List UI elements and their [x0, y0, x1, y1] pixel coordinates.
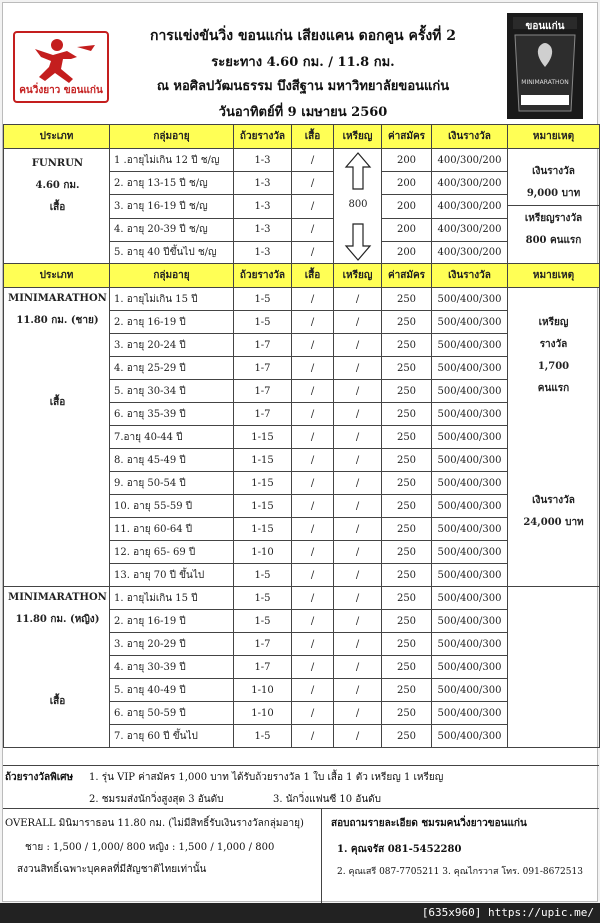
- cup-range: 1-5: [234, 564, 292, 587]
- age-group: 11. อายุ 60-64 ปี: [110, 518, 234, 541]
- prize-money: 500/400/300: [432, 380, 508, 403]
- cup-range: 1-5: [234, 587, 292, 610]
- age-group: 4. อายุ 30-39 ปี: [110, 656, 234, 679]
- col-prize: เงินรางวัล: [432, 264, 508, 288]
- prize-money: 500/400/300: [432, 357, 508, 380]
- col-age: กลุ่มอายุ: [110, 264, 234, 288]
- shirt-mark: /: [292, 403, 334, 426]
- cup-range: 1-7: [234, 656, 292, 679]
- prize-money: 500/400/300: [432, 472, 508, 495]
- col-cup: ถ้วยรางวัล: [234, 264, 292, 288]
- club-logo: [13, 31, 109, 103]
- age-group: 5. อายุ 40 ปีขึ้นไป ช/ญ: [110, 241, 234, 264]
- note-line: รางวัล: [539, 339, 568, 350]
- entry-fee: 200: [382, 218, 432, 241]
- date-line: วันอาทิตย์ที่ 9 เมษายน 2560: [218, 105, 388, 120]
- cup-range: 1-5: [234, 725, 292, 748]
- prize-money: 500/400/300: [432, 403, 508, 426]
- col-shirt: เสื้อ: [292, 125, 334, 149]
- note-line: เหรียญรางวัล: [524, 213, 583, 224]
- shirt-mark: /: [292, 725, 334, 748]
- age-group: 12. อายุ 65- 69 ปี: [110, 541, 234, 564]
- contact-2: 2. คุณเสรี 087-7705211 3. คุณไกรวาส โทร. 091-8672513: [337, 867, 583, 877]
- shirt-mark: /: [292, 311, 334, 334]
- funrun-type: FUNRUN: [31, 158, 84, 169]
- entry-fee: 250: [382, 587, 432, 610]
- age-group: 1. อายุไม่เกิน 15 ปี: [110, 587, 234, 610]
- entry-fee: 250: [382, 403, 432, 426]
- note-line: 1,700: [537, 361, 570, 372]
- cup-range: 1-15: [234, 449, 292, 472]
- prize-money: 500/400/300: [432, 495, 508, 518]
- col-cup: ถ้วยรางวัล: [234, 125, 292, 149]
- entry-fee: 250: [382, 311, 432, 334]
- medal-mark: /: [334, 633, 382, 656]
- age-group: 6. อายุ 35-39 ปี: [110, 403, 234, 426]
- poster-title: การแข่งขันวิ่ง ขอนแก่น เสียงแคน ดอกคูน ครั้งที่ 2: [149, 28, 457, 44]
- shirt-mark: /: [292, 218, 334, 241]
- prize-money: 500/400/300: [432, 564, 508, 587]
- shirt-mark: /: [292, 702, 334, 725]
- prize-money: 500/400/300: [432, 610, 508, 633]
- entry-fee: 250: [382, 610, 432, 633]
- shirt-mark: /: [292, 656, 334, 679]
- medal-mark: /: [334, 702, 382, 725]
- age-group: 5. อายุ 30-34 ปี: [110, 380, 234, 403]
- prize-money: 400/300/200: [432, 241, 508, 264]
- prize-money: 500/400/300: [432, 449, 508, 472]
- age-group: 2. อายุ 16-19 ปี: [110, 311, 234, 334]
- overall-line: OVERALL มินิมาราธอน 11.80 กม. (ไม่มีสิทธิ์รับเงินรางวัลกลุ่มอายุ): [5, 818, 304, 829]
- type-line: 11.80 กม. (ชาย): [16, 315, 99, 326]
- medal-mark: /: [334, 311, 382, 334]
- overall-prizes: ชาย : 1,500 / 1,000/ 800 หญิง : 1,500 / 1,000 / 800: [25, 842, 275, 853]
- medal-mark: /: [334, 564, 382, 587]
- col-note: หมายเหตุ: [508, 264, 600, 288]
- prize-money: 500/400/300: [432, 702, 508, 725]
- header-row: [4, 264, 600, 288]
- medal-mark: /: [334, 288, 382, 311]
- age-group: 9. อายุ 50-54 ปี: [110, 472, 234, 495]
- age-group: 5. อายุ 40-49 ปี: [110, 679, 234, 702]
- col-fee: ค่าสมัคร: [382, 264, 432, 288]
- prize-money: 500/400/300: [432, 587, 508, 610]
- age-group: 13. อายุ 70 ปี ขึ้นไป: [110, 564, 234, 587]
- note-line: เหรียญ: [538, 317, 569, 328]
- watermark-bar: [635x960] https://upic.me/: [0, 903, 600, 923]
- cup-range: 1-10: [234, 702, 292, 725]
- type-line: MINIMARATHON: [8, 592, 107, 603]
- type-line: 11.80 กม. (หญิง): [15, 614, 100, 625]
- shirt-mark: /: [292, 610, 334, 633]
- prize-money: 500/400/300: [432, 311, 508, 334]
- cup-range: 1-3: [234, 241, 292, 264]
- prize-money: 500/400/300: [432, 334, 508, 357]
- note-line: เงินรางวัล: [532, 495, 575, 506]
- medal-mark: /: [334, 403, 382, 426]
- entry-fee: 250: [382, 725, 432, 748]
- prize-money: 400/300/200: [432, 149, 508, 172]
- entry-fee: 250: [382, 656, 432, 679]
- medal-mark: /: [334, 380, 382, 403]
- note-line: 9,000 บาท: [526, 188, 581, 199]
- shirt-mark: /: [292, 679, 334, 702]
- entry-fee: 250: [382, 357, 432, 380]
- cup-range: 1-7: [234, 334, 292, 357]
- age-group: 3. อายุ 20-29 ปี: [110, 633, 234, 656]
- contact-1: 1. คุณจรัส 081-5452280: [337, 844, 462, 855]
- mini_male-note-cell: [508, 288, 600, 587]
- col-note: หมายเหตุ: [508, 125, 600, 149]
- entry-fee: 250: [382, 564, 432, 587]
- shirt-mark: /: [292, 172, 334, 195]
- shirt-mark: /: [292, 564, 334, 587]
- overall-note: สงวนสิทธิ์เฉพาะบุคคลที่มีสัญชาติไทยเท่านั้น: [17, 864, 207, 875]
- entry-fee: 250: [382, 426, 432, 449]
- special-3: 3. นักวิ่งแฟนซี 10 อันดับ: [273, 794, 382, 805]
- shirt-mark: /: [292, 334, 334, 357]
- arrow-down-icon: [346, 224, 370, 260]
- shirt-mark: /: [292, 518, 334, 541]
- prize-money: 500/400/300: [432, 518, 508, 541]
- prize-money: 500/400/300: [432, 541, 508, 564]
- entry-fee: 250: [382, 541, 432, 564]
- medal-mark: /: [334, 518, 382, 541]
- event-logo: [505, 11, 585, 121]
- col-type: ประเภท: [4, 125, 110, 149]
- entry-fee: 250: [382, 518, 432, 541]
- entry-fee: 250: [382, 380, 432, 403]
- col-prize: เงินรางวัล: [432, 125, 508, 149]
- prize-money: 400/300/200: [432, 218, 508, 241]
- age-group: 2. อายุ 16-19 ปี: [110, 610, 234, 633]
- age-group: 7.อายุ 40-44 ปี: [110, 426, 234, 449]
- cup-range: 1-15: [234, 518, 292, 541]
- mini_male-type-cell: [4, 288, 110, 587]
- cup-range: 1-10: [234, 541, 292, 564]
- table-row: [4, 288, 600, 311]
- cup-range: 1-7: [234, 357, 292, 380]
- entry-fee: 250: [382, 472, 432, 495]
- shirt-mark: /: [292, 633, 334, 656]
- funrun-note-cell: [508, 149, 600, 265]
- shirt-mark: /: [292, 495, 334, 518]
- medal-mark: /: [334, 495, 382, 518]
- type-line: MINIMARATHON: [8, 293, 107, 304]
- medal-mark: /: [334, 426, 382, 449]
- funrun-medal-count: 800: [348, 199, 368, 210]
- medal-mark: /: [334, 725, 382, 748]
- age-group: 1 .อายุไม่เกิน 12 ปี ช/ญ: [110, 149, 234, 172]
- poster-header: [3, 3, 599, 123]
- prize-money: 500/400/300: [432, 426, 508, 449]
- event-logo-title: ขอนแก่น: [525, 21, 565, 32]
- cup-range: 1-5: [234, 311, 292, 334]
- cup-range: 1-7: [234, 380, 292, 403]
- age-group: 1. อายุไม่เกิน 15 ปี: [110, 288, 234, 311]
- entry-fee: 250: [382, 449, 432, 472]
- entry-fee: 200: [382, 172, 432, 195]
- shirt-mark: /: [292, 149, 334, 172]
- cup-range: 1-7: [234, 403, 292, 426]
- event-logo-sub: MINIMARATHON: [521, 79, 569, 86]
- shirt-mark: /: [292, 426, 334, 449]
- shirt-mark: /: [292, 241, 334, 264]
- shirt-mark: /: [292, 472, 334, 495]
- poster-sheet: [2, 2, 598, 902]
- age-group: 8. อายุ 45-49 ปี: [110, 449, 234, 472]
- distance-line: ระยะทาง 4.60 กม. / 11.8 กม.: [211, 55, 395, 70]
- age-group: 10. อายุ 55-59 ปี: [110, 495, 234, 518]
- special-title: ถ้วยรางวัลพิเศษ: [5, 772, 74, 783]
- medal-mark: /: [334, 334, 382, 357]
- funrun-table: [3, 124, 600, 265]
- note-line: 800 คนแรก: [525, 235, 582, 246]
- cup-range: 1-10: [234, 679, 292, 702]
- col-medal: เหรียญ: [334, 125, 382, 149]
- prize-money: 400/300/200: [432, 172, 508, 195]
- age-group: 3. อายุ 20-24 ปี: [110, 334, 234, 357]
- special-2: 2. ชมรมส่งนักวิ่งสูงสุด 3 อันดับ: [89, 794, 224, 805]
- shirt-mark: /: [292, 541, 334, 564]
- prize-money: 500/400/300: [432, 725, 508, 748]
- shirt-mark: /: [292, 288, 334, 311]
- special-1: 1. รุ่น VIP ค่าสมัคร 1,000 บาท ได้รับถ้วยรางวัล 1 ใบ เสื้อ 1 ตัว เหรียญ 1 เหรียญ: [89, 772, 444, 783]
- shirt-mark: /: [292, 357, 334, 380]
- col-shirt: เสื้อ: [292, 264, 334, 288]
- age-group: 2. อายุ 13-15 ปี ช/ญ: [110, 172, 234, 195]
- cup-range: 1-3: [234, 195, 292, 218]
- venue-line: ณ หอศิลปวัฒนธรรม บึงสีฐาน มหาวิทยาลัยขอนแก่น: [156, 79, 450, 94]
- entry-fee: 200: [382, 241, 432, 264]
- prize-money: 500/400/300: [432, 288, 508, 311]
- cup-range: 1-15: [234, 426, 292, 449]
- club-logo-label: คนวิ่งยาว ขอนแก่น: [19, 85, 103, 96]
- shirt-mark: /: [292, 449, 334, 472]
- funrun-shirt-label: เสื้อ: [49, 202, 66, 213]
- col-age: กลุ่มอายุ: [110, 125, 234, 149]
- mini_female-note-cell: [508, 587, 600, 748]
- entry-fee: 200: [382, 149, 432, 172]
- prize-money: 400/300/200: [432, 195, 508, 218]
- age-group: 4. อายุ 25-29 ปี: [110, 357, 234, 380]
- medal-mark: /: [334, 541, 382, 564]
- type-line: เสื้อ: [49, 397, 66, 408]
- cup-range: 1-5: [234, 610, 292, 633]
- table-row: [4, 587, 600, 610]
- age-group: 7. อายุ 60 ปี ขึ้นไป: [110, 725, 234, 748]
- cup-range: 1-3: [234, 172, 292, 195]
- funrun-medal-cell: [334, 149, 382, 265]
- entry-fee: 250: [382, 495, 432, 518]
- note-line: 24,000 บาท: [523, 517, 584, 528]
- entry-fee: 250: [382, 288, 432, 311]
- note-line: คนแรก: [537, 383, 570, 394]
- medal-mark: /: [334, 357, 382, 380]
- entry-fee: 250: [382, 633, 432, 656]
- arrow-up-icon: [346, 153, 370, 189]
- header-row: [4, 125, 600, 149]
- shirt-mark: /: [292, 195, 334, 218]
- prize-money: 500/400/300: [432, 633, 508, 656]
- entry-fee: 250: [382, 679, 432, 702]
- funrun-type-cell: [4, 149, 110, 265]
- cup-range: 1-5: [234, 288, 292, 311]
- shirt-mark: /: [292, 587, 334, 610]
- age-group: 3. อายุ 16-19 ปี ช/ญ: [110, 195, 234, 218]
- entry-fee: 250: [382, 702, 432, 725]
- col-medal: เหรียญ: [334, 264, 382, 288]
- age-group: 6. อายุ 50-59 ปี: [110, 702, 234, 725]
- medal-mark: /: [334, 656, 382, 679]
- cup-range: 1-3: [234, 218, 292, 241]
- type-line: เสื้อ: [49, 696, 66, 707]
- col-fee: ค่าสมัคร: [382, 125, 432, 149]
- col-type: ประเภท: [4, 264, 110, 288]
- cup-range: 1-15: [234, 472, 292, 495]
- medal-mark: /: [334, 610, 382, 633]
- footer-section: [3, 765, 599, 903]
- medal-mark: /: [334, 449, 382, 472]
- contact-title: สอบถามรายละเอียด ชมรมคนวิ่งยาวขอนแก่น: [331, 818, 527, 829]
- prize-money: 500/400/300: [432, 656, 508, 679]
- age-group: 4. อายุ 20-39 ปี ช/ญ: [110, 218, 234, 241]
- minimarathon-table: [3, 263, 600, 748]
- entry-fee: 200: [382, 195, 432, 218]
- table-row: [4, 149, 600, 172]
- cup-range: 1-3: [234, 149, 292, 172]
- medal-mark: /: [334, 587, 382, 610]
- medal-mark: /: [334, 679, 382, 702]
- funrun-distance: 4.60 กม.: [35, 180, 80, 191]
- entry-fee: 250: [382, 334, 432, 357]
- medal-mark: /: [334, 472, 382, 495]
- cup-range: 1-15: [234, 495, 292, 518]
- mini_female-type-cell: [4, 587, 110, 748]
- cup-range: 1-7: [234, 633, 292, 656]
- prize-money: 500/400/300: [432, 679, 508, 702]
- note-line: เงินรางวัล: [532, 166, 575, 177]
- shirt-mark: /: [292, 380, 334, 403]
